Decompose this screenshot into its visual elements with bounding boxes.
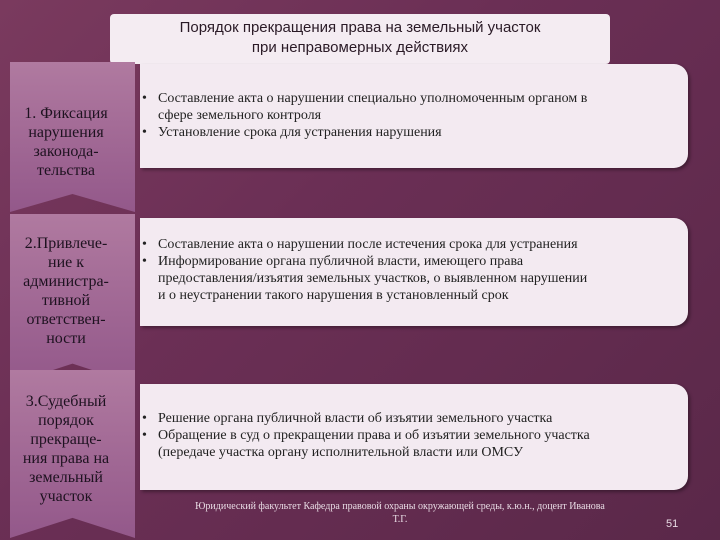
bullet-line: и о неустранении такого нарушения в установленный срок (158, 288, 509, 303)
bullet-line: сфере земельного контроля (158, 108, 322, 123)
step-2-label-line: ности (46, 330, 86, 347)
step-2-label-line: тивной (41, 292, 91, 309)
step-2-card (140, 218, 688, 326)
step-2-bullet-2 (140, 253, 688, 304)
slide-title (110, 14, 610, 64)
step-3-label-line: земельный (29, 469, 103, 486)
step-1-label (2, 104, 130, 180)
bullet-line: • Решение органа публичной власти об изъятии земельного участка (158, 411, 553, 426)
footer-line-2: Т.Г. (392, 514, 408, 525)
step-1-bullet-2 (140, 124, 688, 141)
footer-credit (140, 500, 660, 526)
step-1-label-line: 1. Фиксация (24, 105, 108, 122)
step-3-bullet-2 (140, 427, 688, 461)
bullet-line: (передаче участка органу исполнительной власти или ОМСУ (158, 445, 523, 460)
step-1-label-line: тельства (37, 162, 95, 179)
bullet-line: предоставления/изъятия земельных участков, о выявленном нарушении (158, 271, 588, 286)
title-line-1: Порядок прекращения права на земельный участок (179, 19, 541, 36)
bullet-line: • Информирование органа публичной власти, имеющего права (158, 254, 524, 269)
step-2-bullet-1 (140, 236, 688, 253)
step-3-card (140, 384, 688, 490)
step-3-label-line: участок (39, 488, 93, 505)
step-1-card (140, 64, 688, 168)
step-2-label-line: 2.Привлече- (24, 235, 108, 252)
step-2-label-line: ответствен- (26, 311, 106, 328)
footer-line-1: Юридический факультет Кафедра правовой охраны окружающей среды, к.ю.н., доцент Иванова (195, 501, 605, 512)
step-3-label-line: ния права на (22, 450, 110, 467)
step-2-label-line: администра- (23, 273, 109, 290)
bullet-line: • Составление акта о нарушении после истечения срока для устранения (158, 237, 578, 252)
step-1-bullet-1 (140, 90, 688, 124)
step-3-label-line: прекраще- (30, 431, 102, 448)
page-number: 51 (666, 518, 679, 530)
step-1-label-line: законода- (33, 143, 99, 160)
bullet-line: • Обращение в суд о прекращении права и об изъятии земельного участка (158, 428, 590, 443)
step-3-bullet-1 (140, 410, 688, 427)
step-3-label-line: 3.Судебный (25, 393, 107, 410)
step-3-label-line: порядок (38, 412, 94, 429)
bullet-line: • Составление акта о нарушении специально уполномоченным органом в (158, 91, 588, 106)
step-2-label-line: ние к (48, 254, 84, 271)
title-line-2: при неправомерных действиях (251, 39, 469, 56)
step-3-label (2, 392, 130, 506)
step-1-label-line: нарушения (28, 124, 104, 141)
bullet-line: • Установление срока для устранения нарушения (158, 125, 442, 140)
step-2-label (2, 234, 130, 348)
